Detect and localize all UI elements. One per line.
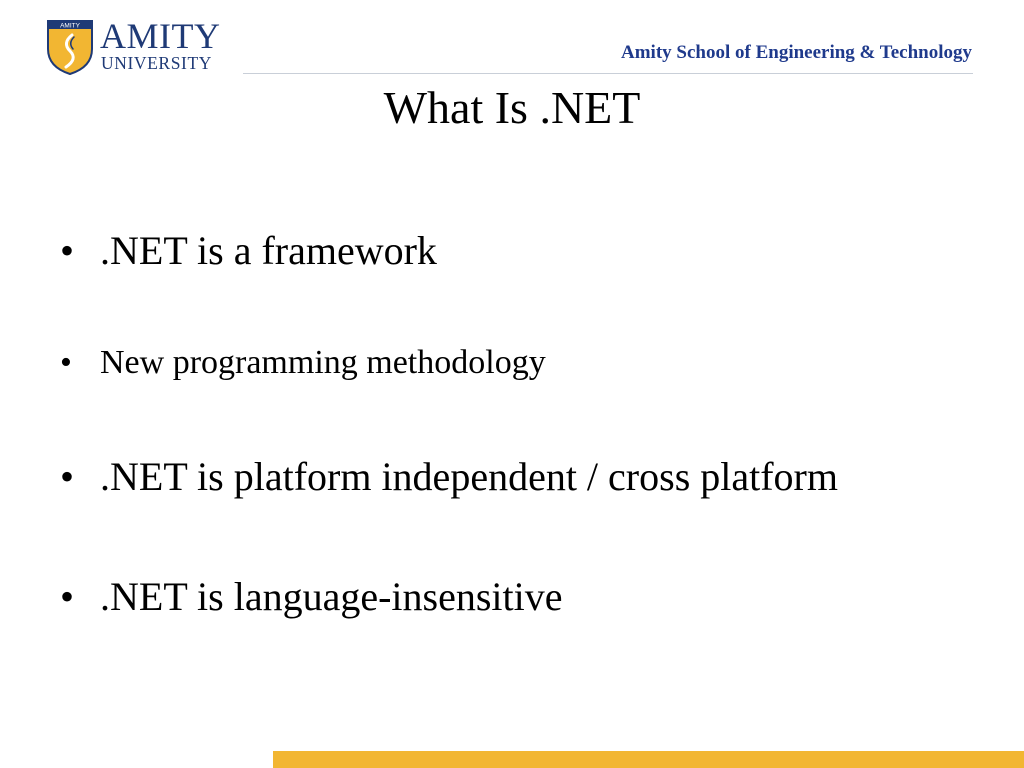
logo-wordmark-amity: AMITY <box>100 16 221 56</box>
bullet-text: .NET is platform independent / cross platform <box>100 454 838 499</box>
bullet-marker: • <box>60 454 75 499</box>
logo-wordmark-university: UNIVERSITY <box>101 53 212 73</box>
school-name: Amity School of Engineering & Technology <box>621 42 972 63</box>
footer-accent-bar <box>273 751 1024 768</box>
amity-shield-icon <box>46 19 94 75</box>
header-divider <box>243 73 973 74</box>
slide-title: What Is .NET <box>383 82 641 133</box>
bullet-marker: • <box>60 344 72 381</box>
bullet-text: New programming methodology <box>100 344 546 381</box>
bullet-marker: • <box>60 574 75 619</box>
bullet-marker: • <box>60 228 75 273</box>
bullet-text: .NET is language-insensitive <box>100 574 563 619</box>
amity-university-logo <box>46 17 226 75</box>
bullet-text: .NET is a framework <box>100 228 437 273</box>
shield-label: AMITY <box>60 22 80 30</box>
